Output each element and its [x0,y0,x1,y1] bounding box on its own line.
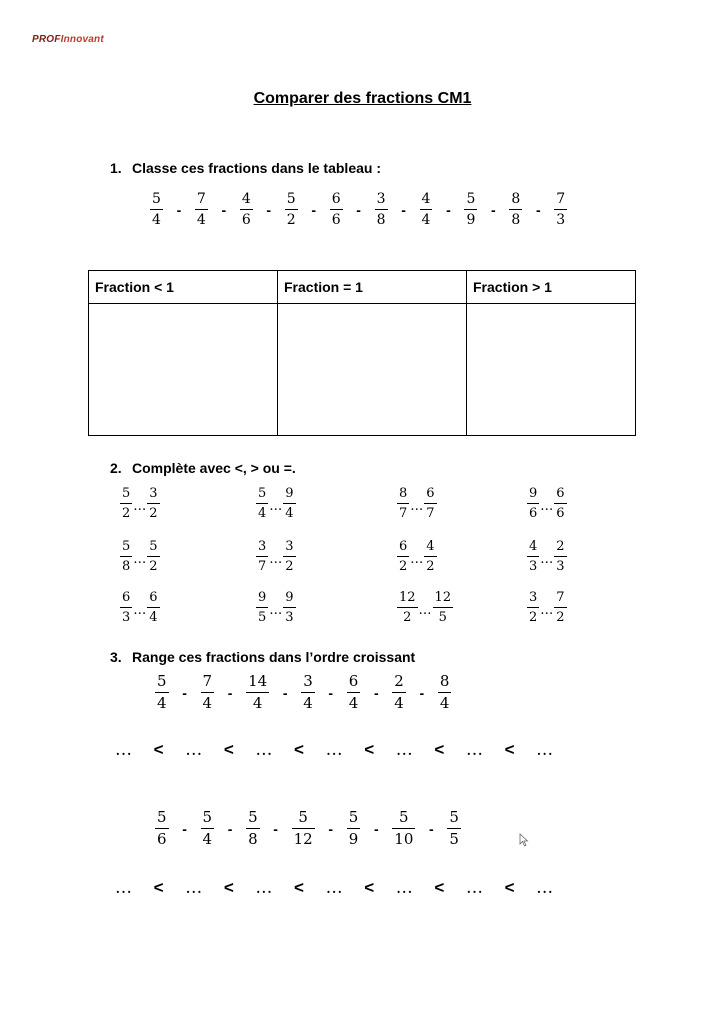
fraction-bar [527,556,539,557]
header-fraction-equal-1: Fraction = 1 [278,271,467,304]
numerator: 4 [421,191,431,207]
fraction [120,540,132,573]
order-blank[interactable]: … [465,878,483,898]
fraction [527,540,539,573]
numerator: 6 [122,590,131,605]
denominator: 4 [303,694,313,712]
fraction-bar [147,556,159,557]
question-label: Range ces fractions dans l’ordre croissant [132,649,416,665]
fraction [246,810,260,847]
mouse-cursor-icon [519,833,529,847]
fraction [201,674,215,711]
answer-cell-equal[interactable] [278,304,467,436]
fraction [246,674,269,711]
fraction [527,487,539,520]
less-than-sign: < [153,740,164,759]
denominator: 8 [248,830,258,848]
fraction-bar [120,607,132,608]
denominator: 2 [403,610,412,625]
separator: - [182,820,187,837]
fraction-bar [283,607,295,608]
separator: - [311,201,317,218]
numerator: 2 [556,539,565,554]
less-than-sign: < [364,878,375,897]
classification-table [88,270,636,436]
separator: - [373,684,379,701]
numerator: 6 [331,191,341,207]
numerator: 5 [258,486,267,501]
numerator: 9 [529,486,538,501]
denominator: 4 [196,212,206,228]
comparison-item[interactable] [120,540,160,573]
answer-blank[interactable]: … [410,552,424,567]
order-blank[interactable]: … [325,878,343,898]
fraction [420,192,433,227]
fraction [554,192,567,227]
order-blank[interactable]: … [536,878,554,898]
numerator: 5 [248,808,258,826]
denominator: 7 [399,506,408,521]
fraction [447,810,461,847]
denominator: 8 [376,212,386,228]
fraction [527,591,539,624]
fraction [433,591,454,624]
denominator: 2 [556,610,565,625]
numerator: 8 [399,486,408,501]
fraction-bar [283,503,295,504]
order-blank[interactable]: … [465,740,483,760]
fraction [150,192,163,227]
numerator: 12 [434,590,452,605]
comparison-item[interactable] [256,487,296,520]
denominator: 6 [241,212,251,228]
numerator: 9 [285,486,294,501]
fraction-bar [509,209,522,210]
separator: - [328,820,334,837]
numerator: 7 [556,191,566,207]
numerator: 5 [122,539,131,554]
fraction [120,591,132,624]
denominator: 4 [157,694,167,712]
fraction [347,674,361,711]
fraction [201,810,215,847]
comparison-item[interactable] [397,591,453,624]
denominator: 3 [122,610,131,625]
fraction-bar [240,209,253,210]
fraction [397,591,418,624]
fraction-bar [120,556,132,557]
fraction [375,192,388,227]
fraction-bar [292,828,315,829]
denominator: 2 [426,559,435,574]
numerator: 5 [122,486,131,501]
denominator: 3 [556,212,566,228]
denominator: 2 [149,506,158,521]
answer-cell-less[interactable] [89,304,278,436]
order-blank[interactable]: … [185,878,203,898]
header-fraction-less-than-1: Fraction < 1 [89,271,278,304]
denominator: 3 [556,559,565,574]
fraction-bar [256,503,268,504]
numerator: 5 [202,808,213,826]
fraction-bar [554,607,566,608]
denominator: 10 [394,830,414,848]
fraction-bar [155,692,169,693]
numerator: 4 [426,539,435,554]
fraction [283,540,295,573]
less-than-sign: < [364,740,375,759]
numerator: 5 [399,808,409,826]
question-2-heading [110,460,296,476]
denominator: 6 [556,506,565,521]
fraction-bar [201,828,215,829]
numerator: 3 [285,539,294,554]
numerator: 4 [529,539,538,554]
order-blank[interactable]: … [115,878,132,898]
numerator: 6 [399,539,408,554]
numerator: 5 [157,672,167,690]
fraction [330,192,343,227]
fraction [256,591,268,624]
comparison-item[interactable] [397,487,437,520]
denominator: 4 [394,694,404,712]
separator: - [491,201,496,218]
q1-fraction-list [150,192,567,227]
numerator: 8 [439,672,450,690]
denominator: 8 [122,559,131,574]
separator: - [282,684,288,701]
fraction [120,487,132,520]
separator: - [227,820,233,837]
answer-blank[interactable]: … [269,499,283,514]
order-blank[interactable]: … [185,740,203,760]
table-answer-row [89,304,636,436]
comparison-item[interactable] [527,591,567,624]
numerator: 3 [258,539,267,554]
logo-text-innovant: Innovant [60,34,104,45]
fraction-bar [554,503,566,504]
fraction-bar [397,556,409,557]
fraction-bar [195,209,208,210]
question-3-heading [110,649,415,665]
fraction-bar [147,503,159,504]
numerator: 8 [511,191,521,207]
denominator: 2 [149,559,158,574]
separator: - [535,201,541,218]
numerator: 3 [529,590,538,605]
separator: - [273,820,278,837]
numerator: 9 [258,590,267,605]
separator: - [182,684,187,701]
fraction-bar [347,828,361,829]
denominator: 12 [293,830,313,848]
fraction-bar [201,692,215,693]
order-blank[interactable]: … [255,740,273,760]
separator: - [373,820,379,837]
logo-text-prof: PROF [32,34,61,45]
fraction-bar [256,556,268,557]
fraction [147,591,159,624]
fraction-bar [554,556,566,557]
separator: - [328,684,334,701]
comparison-item[interactable] [527,487,567,520]
fraction [347,810,361,847]
fraction [155,810,169,847]
numerator: 3 [149,486,158,501]
answer-blank[interactable]: … [133,499,147,514]
less-than-sign: < [434,740,445,759]
q3-fraction-set-2 [155,810,461,847]
fraction [392,674,406,711]
denominator: 4 [439,694,450,712]
fraction-bar [420,209,433,210]
separator: - [356,201,361,218]
numerator: 6 [556,486,565,501]
fraction-bar [447,828,461,829]
fraction-bar [283,556,295,557]
fraction [424,487,436,520]
separator: - [446,201,451,218]
denominator: 5 [258,610,267,625]
denominator: 4 [149,610,158,625]
denominator: 5 [438,610,447,625]
denominator: 7 [258,559,267,574]
order-blank[interactable]: … [255,878,273,898]
numerator: 6 [348,672,359,690]
page-title-text: Comparer des fractions CM1 [253,90,472,107]
denominator: 2 [286,212,296,228]
fraction-bar [392,692,406,693]
fraction-bar [397,607,418,608]
separator: - [419,684,425,701]
denominator: 6 [157,830,167,848]
numerator: 6 [426,486,435,501]
question-label: Complète avec <, > ou =. [132,460,296,476]
less-than-sign: < [504,878,515,897]
denominator: 6 [331,212,341,228]
fraction [554,540,566,573]
fraction-bar [464,209,477,210]
denominator: 2 [122,506,131,521]
fraction [292,810,315,847]
q3-fraction-set-1 [155,674,451,711]
denominator: 7 [426,506,435,521]
denominator: 4 [252,694,263,712]
comparison-item[interactable] [527,540,567,573]
denominator: 8 [511,212,521,228]
fraction-bar [438,692,452,693]
less-than-sign: < [153,878,164,897]
order-blank[interactable]: … [395,740,413,760]
denominator: 3 [285,610,294,625]
fraction [464,192,477,227]
fraction-bar [246,828,260,829]
fraction-bar [147,607,159,608]
fraction-bar [150,209,163,210]
question-number: 1. [110,160,122,176]
fraction [554,591,566,624]
comparison-item[interactable] [256,540,296,573]
numerator: 3 [376,191,386,207]
denominator: 9 [466,212,476,228]
denominator: 2 [399,559,408,574]
question-1-heading [110,160,381,176]
denominator: 4 [285,506,294,521]
fraction [256,487,268,520]
fraction-bar [246,692,269,693]
order-blank[interactable]: … [325,740,343,760]
numerator: 5 [466,191,476,207]
numerator: 12 [399,590,416,605]
fraction-bar [155,828,169,829]
numerator: 2 [394,672,404,690]
less-than-sign: < [504,740,515,759]
question-number: 2. [110,460,122,476]
answer-blank[interactable]: … [269,603,283,618]
separator: - [429,820,434,837]
fraction-bar [120,503,132,504]
fraction [147,487,159,520]
separator: - [176,201,182,218]
fraction [195,192,208,227]
denominator: 4 [202,830,213,848]
numerator: 5 [298,808,308,826]
fraction [397,487,409,520]
comparison-item[interactable] [120,591,160,624]
numerator: 7 [556,590,565,605]
fraction-bar [256,607,268,608]
order-blank[interactable]: … [115,740,132,760]
denominator: 5 [449,830,459,848]
fraction [301,674,315,711]
numerator: 5 [286,191,296,207]
header-fraction-greater-than-1: Fraction > 1 [467,271,636,304]
numerator: 5 [157,808,167,826]
separator: - [266,201,272,218]
less-than-sign: < [294,878,304,897]
fraction-bar [554,209,567,210]
fraction-bar [375,209,388,210]
fraction-bar [527,503,539,504]
fraction [147,540,159,573]
fraction [283,591,295,624]
answer-blank[interactable]: … [540,499,554,514]
answer-blank[interactable]: … [418,603,432,618]
answer-blank[interactable]: … [540,603,554,618]
answer-blank[interactable]: … [410,499,424,514]
less-than-sign: < [223,740,234,759]
fraction [392,810,415,847]
table-header-row [89,271,636,304]
question-label: Classe ces fractions dans le tableau : [132,160,381,176]
comparison-item[interactable] [256,591,296,624]
denominator: 3 [529,559,538,574]
fraction [397,540,409,573]
numerator: 3 [303,672,313,690]
separator: - [227,684,233,701]
answer-cell-greater[interactable] [467,304,636,436]
fraction [509,192,522,227]
fraction [240,192,253,227]
fraction-bar [330,209,343,210]
denominator: 4 [258,506,267,521]
q3-order-line-1[interactable] [115,740,553,760]
denominator: 2 [529,610,538,625]
numerator: 7 [196,191,206,207]
answer-blank[interactable]: … [269,552,283,567]
fraction-bar [527,607,539,608]
less-than-sign: < [223,878,234,897]
fraction-bar [301,692,315,693]
separator: - [221,201,227,218]
numerator: 5 [152,191,161,207]
question-number: 3. [110,649,122,665]
fraction-bar [433,607,454,608]
fraction-bar [424,503,436,504]
fraction-bar [397,503,409,504]
fraction [155,674,169,711]
fraction-bar [285,209,298,210]
denominator: 2 [285,559,294,574]
fraction-bar [347,692,361,693]
logo [32,34,104,45]
fraction [438,674,452,711]
page-title [0,90,725,108]
order-blank[interactable]: … [536,740,554,760]
denominator: 9 [348,830,359,848]
fraction [256,540,268,573]
numerator: 5 [449,808,459,826]
fraction [285,192,298,227]
denominator: 4 [348,694,359,712]
fraction [283,487,295,520]
order-blank[interactable]: … [395,878,413,898]
numerator: 9 [285,590,294,605]
answer-blank[interactable]: … [540,552,554,567]
comparison-item[interactable] [397,540,437,573]
fraction-bar [424,556,436,557]
comparison-item[interactable] [120,487,160,520]
numerator: 4 [241,191,251,207]
answer-blank[interactable]: … [133,552,147,567]
denominator: 4 [202,694,213,712]
numerator: 5 [348,808,359,826]
numerator: 5 [149,539,158,554]
fraction-bar [392,828,415,829]
fraction [424,540,436,573]
numerator: 14 [248,672,268,690]
answer-blank[interactable]: … [133,603,147,618]
denominator: 4 [421,212,431,228]
denominator: 4 [152,212,161,228]
fraction [554,487,566,520]
numerator: 7 [202,672,213,690]
denominator: 6 [529,506,538,521]
numerator: 6 [149,590,158,605]
q3-order-line-2[interactable] [115,878,553,898]
less-than-sign: < [294,740,304,759]
separator: - [401,201,406,218]
less-than-sign: < [434,878,445,897]
